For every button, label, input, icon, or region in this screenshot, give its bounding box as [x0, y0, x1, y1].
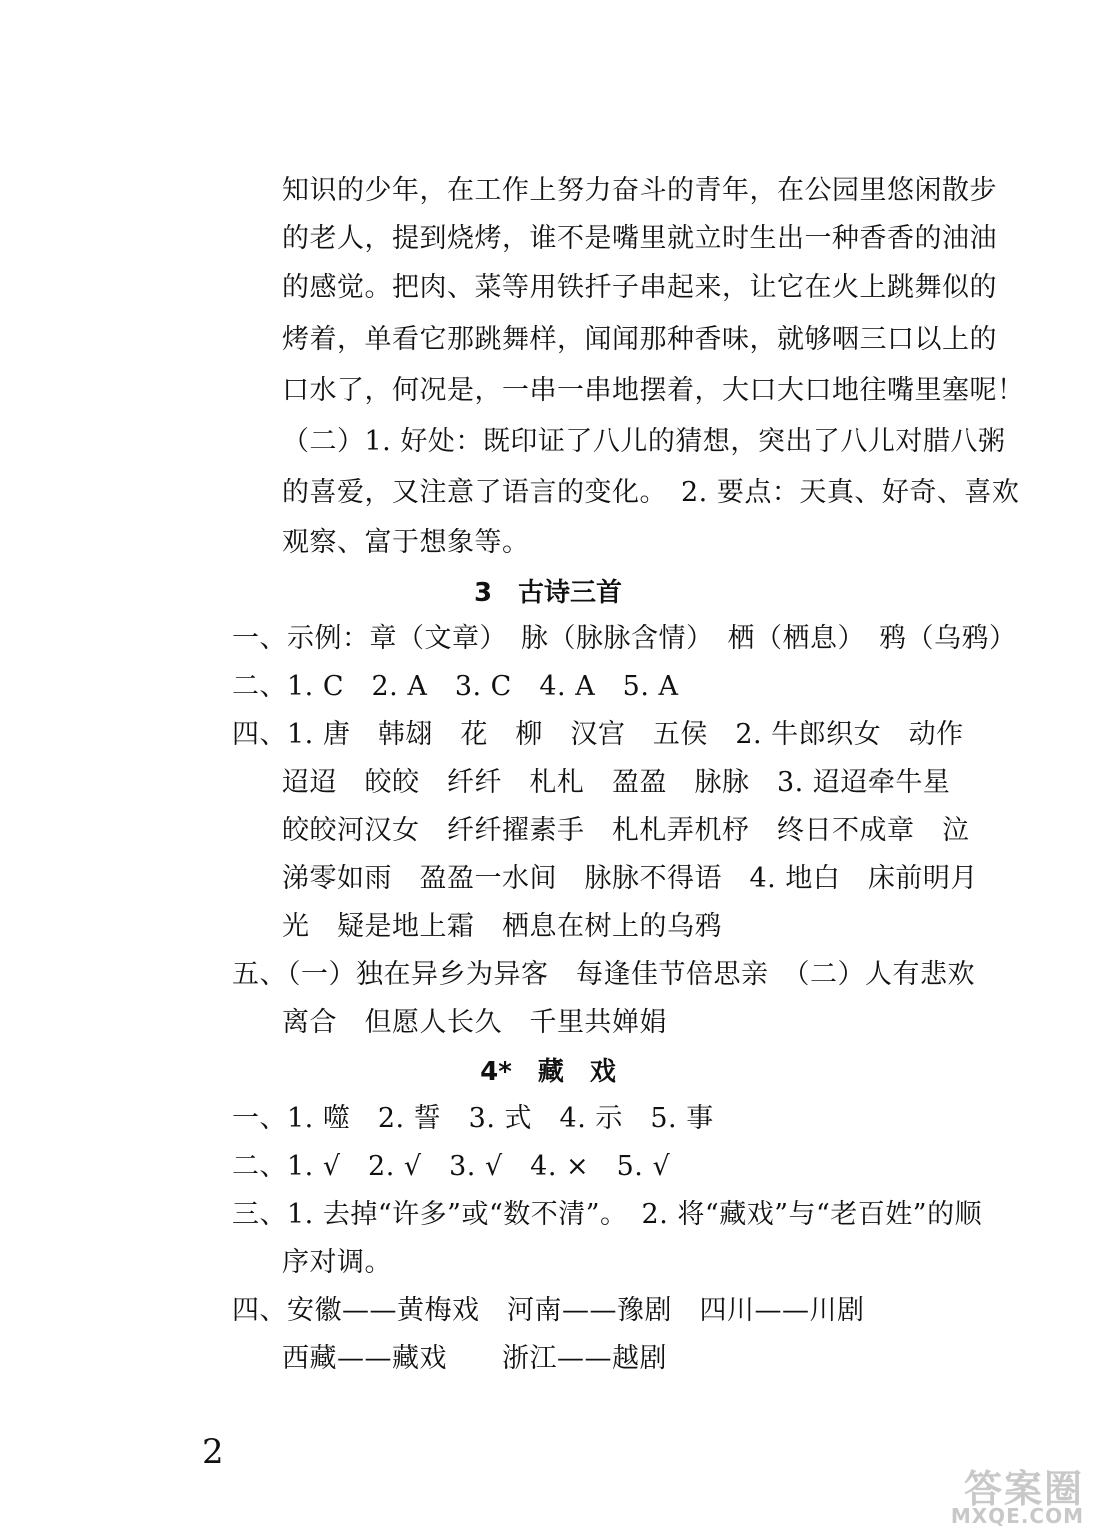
text-line: 三、1. 去掉“许多”或“数不清”。 2. 将“藏戏”与“老百姓”的顺: [232, 1199, 983, 1230]
text-line: 一、1. 噬 2. 誓 3. 式 4. 示 5. 事: [232, 1103, 714, 1134]
text-line: 涕零如雨 盈盈一水间 脉脉不得语 4. 地白 床前明月: [282, 863, 978, 894]
text-line: 观察、富于想象等。: [282, 527, 530, 558]
text-line: 知识的少年，在工作上努力奋斗的青年，在公园里悠闲散步: [282, 175, 997, 206]
text-line: 的喜爱，又注意了语言的变化。 2. 要点：天真、好奇、喜欢: [282, 477, 1020, 508]
text-line: 烤着，单看它那跳舞样，闻闻那种香味，就够咽三口以上的: [282, 324, 997, 355]
text-line: 一、示例：章（文章） 脉（脉脉含情） 栖（栖息） 鸦（乌鸦）: [232, 623, 1017, 654]
text-line: 四、安徽——黄梅戏 河南——豫剧 四川——川剧: [232, 1295, 865, 1326]
watermark-url: MXQE.COM: [950, 1504, 1084, 1528]
text-line: 口水了，何况是，一串一串地摆着，大口大口地往嘴里塞呢！: [282, 375, 1025, 406]
text-line: 四、1. 唐 韩翃 花 柳 汉宫 五侯 2. 牛郎织女 动作: [232, 719, 964, 750]
watermark-text: 答案圈: [963, 1467, 1084, 1511]
text-line: 的老人，提到烧烤，谁不是嘴里就立时生出一种香香的油油: [282, 223, 997, 254]
text-line: 五、（一）独在异乡为异客 每逢佳节倍思亲 （二）人有悲欢: [232, 959, 975, 990]
section-heading: 4* 藏 戏: [480, 1057, 616, 1087]
text-line: 迢迢 皎皎 纤纤 札札 盈盈 脉脉 3. 迢迢牵牛星: [282, 767, 951, 798]
watermark-logo: [918, 1458, 1088, 1530]
text-line: 序对调。: [282, 1247, 392, 1278]
text-line: 二、1. √ 2. √ 3. √ 4. × 5. √: [232, 1151, 671, 1182]
text-line: （二）1. 好处：既印证了八儿的猜想，突出了八儿对腊八粥: [282, 426, 1006, 457]
text-line: 的感觉。把肉、菜等用铁扦子串起来，让它在火上跳舞似的: [282, 272, 997, 303]
text-line: 离合 但愿人长久 千里共婵娟: [282, 1007, 667, 1038]
text-line: 西藏——藏戏 浙江——越剧: [282, 1343, 667, 1374]
section-heading: 3 古诗三首: [473, 578, 623, 608]
page-number: 2: [202, 1432, 224, 1472]
text-line: 二、1. C 2. A 3. C 4. A 5. A: [232, 671, 679, 702]
text-line: 皎皎河汉女 纤纤擢素手 札札弄机杼 终日不成章 泣: [282, 815, 970, 846]
text-line: 光 疑是地上霜 栖息在树上的乌鸦: [282, 911, 722, 942]
